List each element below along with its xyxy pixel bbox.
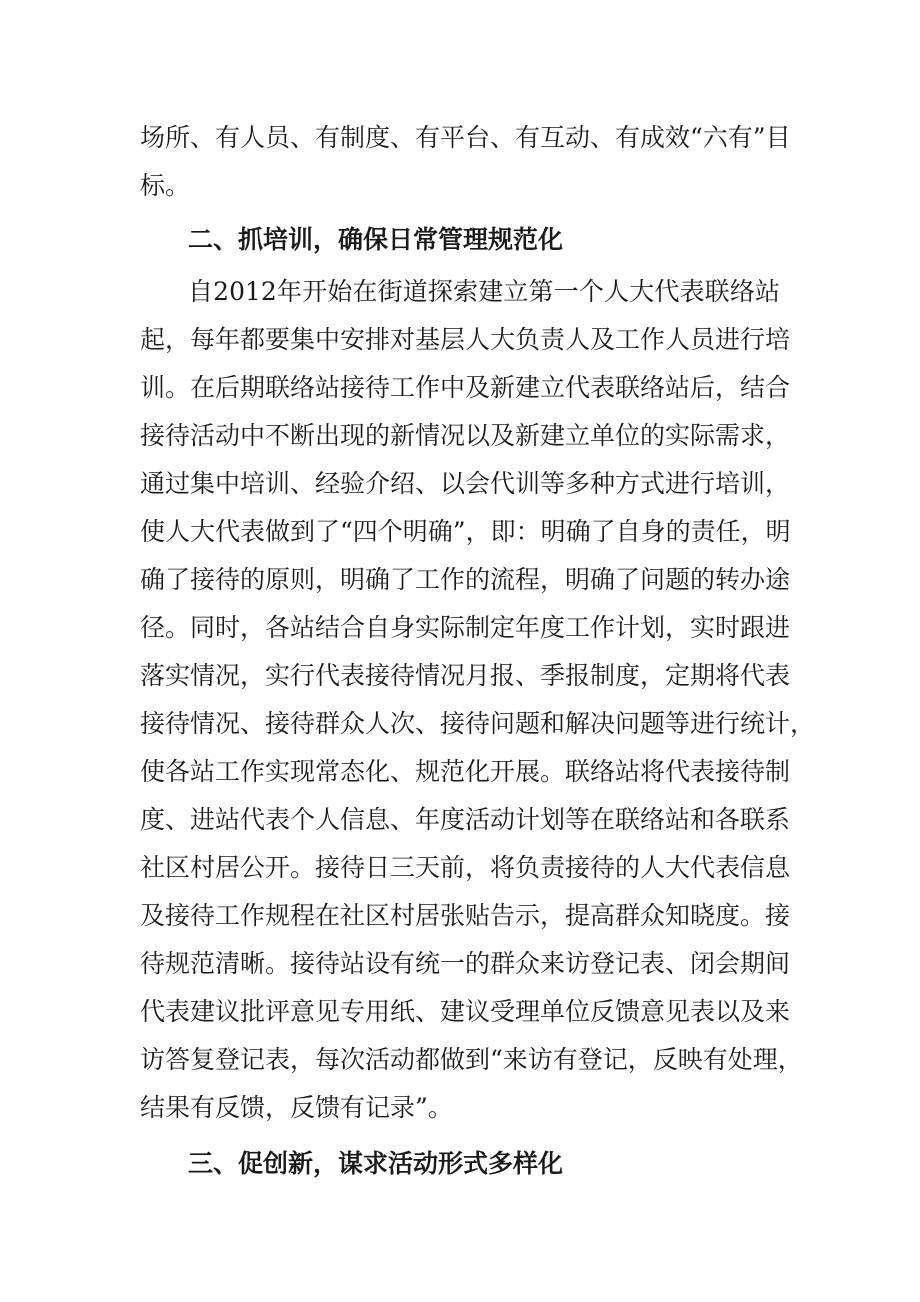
paragraph-line: 径。同时，各站结合自身实际制定年度工作计划，实时跟进 <box>140 613 791 642</box>
paragraph-line: 通过集中培训、经验介绍、以会代训等多种方式进行培训， <box>140 469 791 498</box>
section-heading: 二、抓培训，确保日常管理规范化 <box>188 225 564 254</box>
paragraph-line: 社区村居公开。接待日三天前，将负责接待的人大代表信息 <box>140 853 791 882</box>
paragraph-line: 接待情况、接待群众人次、接待问题和解决问题等进行统计， <box>140 709 816 738</box>
section-heading: 三、促创新，谋求活动形式多样化 <box>188 1149 564 1178</box>
paragraph-line: 训。在后期联络站接待工作中及新建立代表联络站后，结合 <box>140 373 791 402</box>
paragraph-line: 确了接待的原则，明确了工作的流程，明确了问题的转办途 <box>140 565 791 594</box>
paragraph-line: 使人大代表做到了“四个明确”，即：明确了自身的责任，明 <box>140 517 791 546</box>
paragraph-line: 接待活动中不断出现的新情况以及新建立单位的实际需求， <box>140 421 791 450</box>
paragraph-line: 代表建议批评意见专用纸、建议受理单位反馈意见表以及来 <box>140 997 791 1026</box>
paragraph-line: 及接待工作规程在社区村居张贴告示，提高群众知晓度。接 <box>140 901 791 930</box>
paragraph-line: 自2012年开始在街道探索建立第一个人大代表联络站 <box>188 277 780 306</box>
paragraph-line: 度、进站代表个人信息、年度活动计划等在联络站和各联系 <box>140 805 791 834</box>
paragraph-line: 落实情况，实行代表接待情况月报、季报制度，定期将代表 <box>140 661 791 690</box>
paragraph-line: 使各站工作实现常态化、规范化开展。联络站将代表接待制 <box>140 757 791 786</box>
paragraph-line: 起，每年都要集中安排对基层人大负责人及工作人员进行培 <box>140 325 791 354</box>
paragraph-line: 标。 <box>140 171 191 200</box>
paragraph-line: 场所、有人员、有制度、有平台、有互动、有成效“六有”目 <box>140 123 791 152</box>
paragraph-line: 结果有反馈，反馈有记录”。 <box>140 1093 453 1122</box>
paragraph-line: 访答复登记表，每次活动都做到“来访有登记，反映有处理， <box>140 1045 803 1074</box>
paragraph-line: 待规范清晰。接待站设有统一的群众来访登记表、闭会期间 <box>140 949 791 978</box>
